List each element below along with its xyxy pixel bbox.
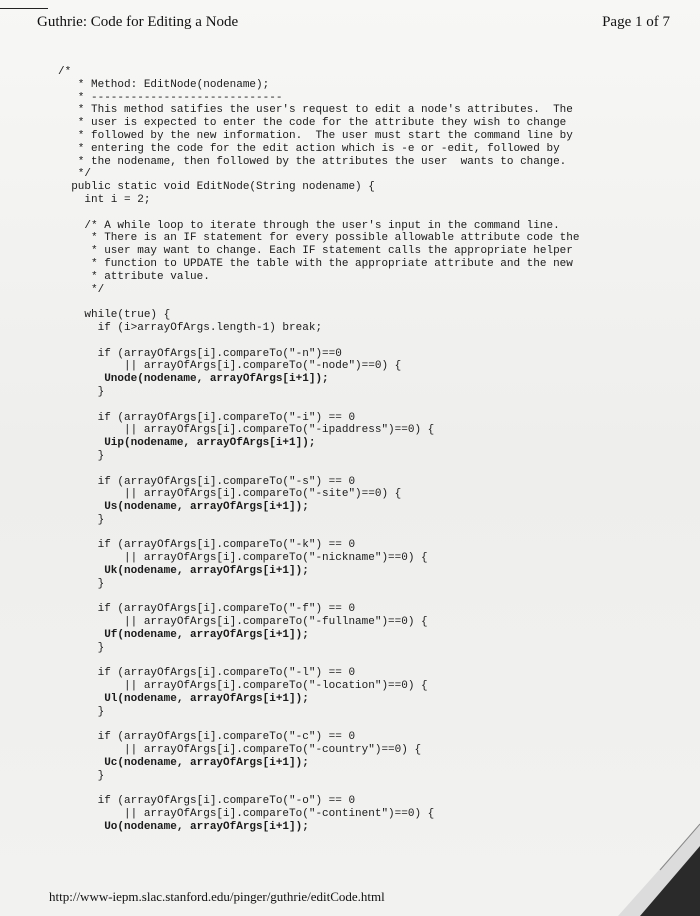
code-line: public static void EditNode(String nodename) { <box>58 181 375 194</box>
page-number: Page 1 of 7 <box>602 14 670 30</box>
code-line: || arrayOfArgs[i].compareTo("-ipaddress")==0) { <box>58 424 435 437</box>
code-line: if (arrayOfArgs[i].compareTo("-o") == 0 <box>58 795 356 808</box>
code-line: if (arrayOfArgs[i].compareTo("-f") == 0 <box>58 603 356 616</box>
code-line: while(true) { <box>58 309 171 322</box>
code-line: int i = 2; <box>58 193 151 206</box>
code-line: */ <box>58 168 92 181</box>
code-line: Uip(nodename, arrayOfArgs[i+1]); <box>58 437 316 450</box>
page-curl <box>560 806 700 916</box>
code-line: * user is expected to enter the code for the attribute they wish to change <box>58 117 567 130</box>
code-line: Uf(nodename, arrayOfArgs[i+1]); <box>58 629 309 642</box>
code-line: */ <box>58 283 105 296</box>
code-line: if (arrayOfArgs[i].compareTo("-i") == 0 <box>58 411 356 424</box>
code-line: * attribute value. <box>58 270 210 283</box>
code-line: * There is an IF statement for every possible allowable attribute code the <box>58 232 580 245</box>
code-line: || arrayOfArgs[i].compareTo("-location")==0) { <box>58 680 428 693</box>
code-line <box>58 527 658 540</box>
code-line: * the nodename, then followed by the attributes the user wants to change. <box>58 155 567 168</box>
code-line: if (arrayOfArgs[i].compareTo("-n")==0 <box>58 347 342 360</box>
code-line: if (arrayOfArgs[i].compareTo("-s") == 0 <box>58 475 356 488</box>
code-line <box>58 655 658 668</box>
code-line <box>58 335 658 348</box>
code-line: * user may want to change. Each IF statement calls the appropriate helper <box>58 245 573 258</box>
code-line: || arrayOfArgs[i].compareTo("-continent")==0) { <box>58 808 435 821</box>
code-line: /* <box>58 66 72 78</box>
page-title: Guthrie: Code for Editing a Node <box>37 14 239 30</box>
source-url: http://www-iepm.slac.stanford.edu/pinger/guthrie/editCode.html <box>49 889 385 904</box>
code-line <box>58 399 658 412</box>
code-line: if (arrayOfArgs[i].compareTo("-k") == 0 <box>58 539 356 552</box>
top-rule <box>0 8 48 9</box>
code-listing <box>58 66 658 834</box>
code-line: * followed by the new information. The user must start the command line by <box>58 129 573 142</box>
code-line <box>58 783 658 796</box>
code-line: /* A while loop to iterate through the user's input in the command line. <box>58 219 560 232</box>
code-line: || arrayOfArgs[i].compareTo("-site")==0) { <box>58 488 402 501</box>
code-line: || arrayOfArgs[i].compareTo("-country")==0) { <box>58 744 422 757</box>
code-line: * function to UPDATE the table with the appropriate attribute and the new <box>58 257 573 270</box>
code-line <box>58 296 658 309</box>
code-line: * This method satifies the user's request to edit a node's attributes. The <box>58 104 573 117</box>
code-line: } <box>58 577 105 590</box>
code-line: Uc(nodename, arrayOfArgs[i+1]); <box>58 757 309 770</box>
code-line: Uk(nodename, arrayOfArgs[i+1]); <box>58 565 309 578</box>
code-line: if (arrayOfArgs[i].compareTo("-l") == 0 <box>58 667 356 680</box>
code-line <box>58 463 658 476</box>
code-line: } <box>58 705 105 718</box>
code-line: || arrayOfArgs[i].compareTo("-nickname")==0) { <box>58 552 428 565</box>
code-line: || arrayOfArgs[i].compareTo("-node")==0) { <box>58 360 402 373</box>
code-line: if (i>arrayOfArgs.length-1) break; <box>58 321 323 334</box>
code-line: Us(nodename, arrayOfArgs[i+1]); <box>58 501 309 514</box>
code-line: Ul(nodename, arrayOfArgs[i+1]); <box>58 693 309 706</box>
code-line: * Method: EditNode(nodename); <box>58 78 270 91</box>
code-line: } <box>58 641 105 654</box>
code-line: Unode(nodename, arrayOfArgs[i+1]); <box>58 373 329 386</box>
code-line: } <box>58 385 105 398</box>
code-line: } <box>58 449 105 462</box>
code-line <box>58 719 658 732</box>
code-line: if (arrayOfArgs[i].compareTo("-c") == 0 <box>58 731 356 744</box>
code-line: } <box>58 769 105 782</box>
code-line: || arrayOfArgs[i].compareTo("-fullname")==0) { <box>58 616 428 629</box>
code-line: * entering the code for the edit action which is -e or -edit, followed by <box>58 142 560 155</box>
code-line <box>58 591 658 604</box>
code-line: } <box>58 513 105 526</box>
code-line: * ----------------------------- <box>58 91 283 104</box>
code-line <box>58 207 658 220</box>
code-line: Uo(nodename, arrayOfArgs[i+1]); <box>58 821 309 834</box>
